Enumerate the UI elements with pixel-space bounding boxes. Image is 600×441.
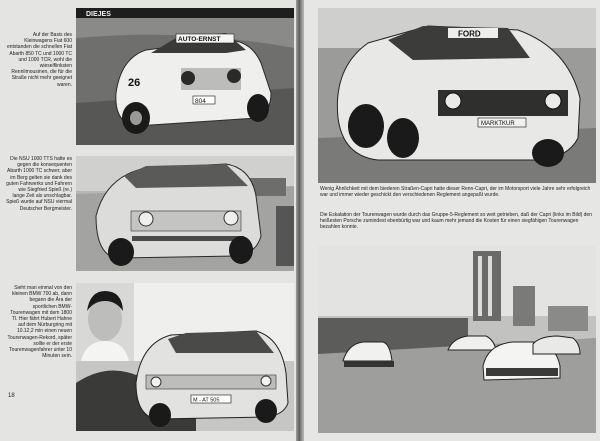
bmw-hahne-image: [76, 283, 294, 431]
photo-group5-race: [318, 246, 596, 433]
caption-fiat-abarth: Auf der Basis des Kleinwagens Fiat 600 entstanden die schnellen Fiat Abarth 850 TC und 1000 TC und 1000 TCR, wohl die wieselflinksten Rennlimousinen, die für die Straße nicht mehr geeignet waren.: [6, 32, 72, 88]
capri-brand-text: FORD: [458, 29, 481, 39]
left-page: [0, 0, 296, 441]
photo-nsu-tts: [76, 156, 294, 271]
fiat-plate-text: 804: [195, 98, 206, 105]
right-page: [304, 0, 600, 441]
fiat-banner-text: AUTO-ERNST: [178, 36, 221, 43]
book-gutter: [296, 0, 304, 441]
ford-capri-image: [318, 8, 596, 183]
capri-sponsor-text: MARKTKUR: [481, 121, 515, 127]
photo-bmw-hahne: [76, 283, 294, 431]
photo-fiat-abarth: [76, 8, 294, 145]
page-number: 18: [8, 393, 15, 399]
fiat-number-text: 26: [128, 77, 141, 89]
caption-escalation: Die Eskalation der Tourenwagen wurde durch das Gruppe-5-Reglement so weit getrieben, daß der Capri (links im Bild) den heißesten Porsche zumindest ebenbürtig war und kaum mehr jemand die Kosten für einen siegfähigen Tourenwagen bezahlen konnte.: [320, 212, 592, 231]
header-strip-text: DIEJES: [86, 11, 111, 18]
photo-ford-capri: [318, 8, 596, 183]
caption-bmw-700: Sieht man einmal von den kleinen BMW 700 ab, dann begann die Ära der sportlichen BMW-Tourenwagen mit dem 1800 TI. Hier fährt Hubert Hahne auf dem Nürburgring mit 10.12,2 min einen neuen Tourenwagen-Rekord, später sollte er der erste Tourenwagenfahrer unter 10 Minuten sein.: [7, 285, 72, 360]
caption-nsu-tts: Die NSU 1000 TTS hatte es gegen die konsequenten Abarth 1000 TC schwer, aber im Berg gelten sie dank des guten Fahrwerks und Fahrern wie Siegfried Spieß (re.) lange Zeit als unschlagbar. Spieß wurde auf NSU viermal Deutscher Bergmeister.: [6, 156, 72, 212]
group5-race-image: [318, 246, 596, 433]
bmw-plate-text: M - AT 505: [193, 397, 220, 404]
caption-capri-top: Wenig Ähnlichkeit mit dem biederen Straßen-Capri hatte dieser Renn-Capri, der im Motorsport viele Jahre sehr erfolgreich war und immer wieder geschickt den verschiedenen Reglement angepaßt wurde.: [320, 186, 591, 199]
nsu-tts-image: [76, 156, 294, 271]
fiat-abarth-image: [76, 8, 294, 145]
